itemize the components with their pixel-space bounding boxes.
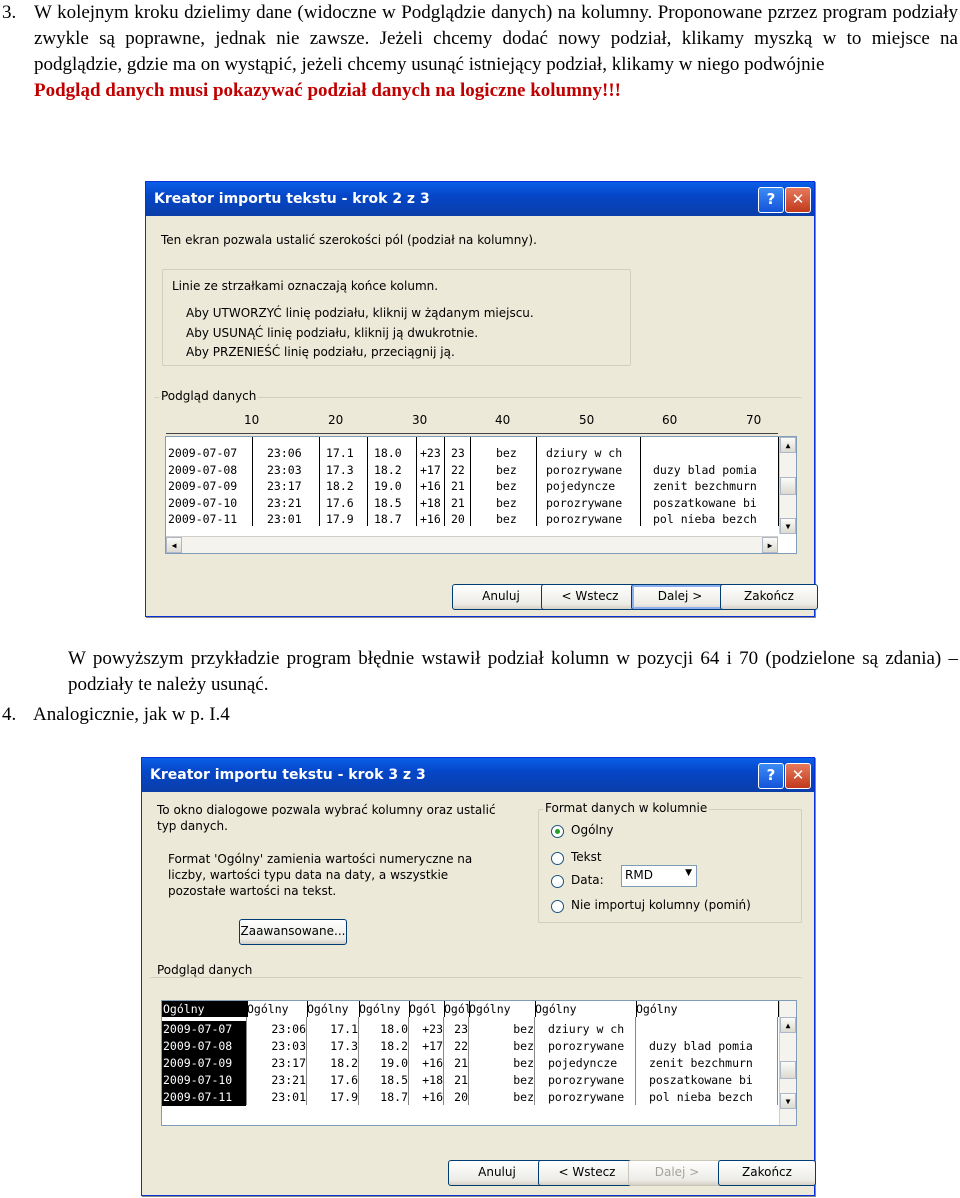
preview-cell: 2009-07-09 xyxy=(168,479,238,493)
scroll-up-icon[interactable]: ▲ xyxy=(780,437,796,453)
preview-cell: 17.1 xyxy=(330,1022,358,1036)
column-separator xyxy=(408,1017,409,1105)
column-split-line[interactable] xyxy=(319,436,320,526)
preview-cell: pol nieba bezch xyxy=(653,512,757,526)
preview-cell: 23:01 xyxy=(271,1090,306,1104)
radio-skip[interactable] xyxy=(551,900,564,913)
vertical-scrollbar[interactable] xyxy=(779,437,796,534)
preview-cell: +18 xyxy=(422,1073,443,1087)
close-icon[interactable]: ✕ xyxy=(785,187,811,213)
preview-cell: 2009-07-10 xyxy=(168,495,238,510)
cancel-button[interactable]: Anuluj xyxy=(452,584,550,610)
column-split-line[interactable] xyxy=(367,436,368,526)
preview-cell: 23:03 xyxy=(267,462,302,477)
scroll-thumb[interactable] xyxy=(780,1061,796,1079)
preview-cell: porozrywane xyxy=(548,1073,625,1087)
column-separator xyxy=(246,1017,247,1105)
dialog-title: Kreator importu tekstu - krok 2 z 3 xyxy=(154,191,430,207)
paragraph-4-text: Analogicznie, jak w p. I.4 xyxy=(33,704,230,725)
column-split-line[interactable] xyxy=(444,436,445,526)
preview-cell: porozrywane xyxy=(546,495,623,510)
ruler-tick-10: 10 xyxy=(244,413,260,427)
ruler-tick-60: 60 xyxy=(662,413,678,427)
radio-date-label[interactable]: Data: xyxy=(571,873,604,887)
paragraph-3 xyxy=(0,0,960,104)
preview-cell: pojedyncze xyxy=(548,1056,618,1070)
radio-date[interactable] xyxy=(551,875,564,888)
title-bar xyxy=(142,758,814,792)
scroll-down-icon[interactable]: ▼ xyxy=(780,518,796,534)
paragraph-3-highlight: Podgląd danych musi pokazywać podział danych na logiczne kolumny!!! xyxy=(34,80,621,101)
preview-cell: 18.2 xyxy=(326,479,354,493)
preview-cell: 23 xyxy=(451,446,465,460)
preview-cell: 18.2 xyxy=(330,1056,358,1070)
preview-cell: 23:17 xyxy=(267,479,302,493)
preview-cell: bez xyxy=(513,1056,534,1070)
column-split-line[interactable] xyxy=(416,436,417,526)
dialog-description: To okno dialogowe pozwala wybrać kolumny oraz ustalić typ danych. xyxy=(157,803,496,833)
date-format-value: RMD xyxy=(625,868,653,882)
preview-cell: bez xyxy=(513,1090,534,1104)
preview-cell: 23 xyxy=(454,1022,468,1036)
column-header[interactable]: Ogólny xyxy=(635,1001,779,1017)
preview-cell: 18.5 xyxy=(380,1073,408,1087)
preview-cell: porozrywane xyxy=(548,1039,625,1053)
split-arrow-icon[interactable] xyxy=(466,436,474,437)
preview-cell: 22 xyxy=(451,462,465,477)
preview-cell: 21 xyxy=(451,479,465,493)
scroll-left-icon[interactable]: ◀ xyxy=(166,537,182,553)
split-arrow-icon[interactable] xyxy=(363,436,371,437)
horizontal-scrollbar[interactable] xyxy=(166,536,778,553)
column-header[interactable]: Ogólny xyxy=(534,1001,637,1017)
preview-cell: bez xyxy=(496,479,517,493)
preview-cell: 23:17 xyxy=(271,1056,306,1070)
info-title: Linie ze strzałkami oznaczają końce kolumn. xyxy=(172,279,439,293)
column-separator xyxy=(468,1017,469,1105)
column-split-line[interactable] xyxy=(536,436,537,526)
preview-cell: 18.0 xyxy=(374,446,402,460)
info-line-delete: Aby USUNĄĆ linię podziału, kliknij ją dwukrotnie. xyxy=(186,326,479,340)
radio-text[interactable] xyxy=(551,852,564,865)
column-ruler[interactable] xyxy=(166,411,778,434)
preview-cell: 21 xyxy=(454,1056,468,1070)
radio-text-label[interactable]: Tekst xyxy=(571,850,602,864)
preview-cell: bez xyxy=(513,1022,534,1036)
column-separator xyxy=(777,1017,778,1105)
column-split-line[interactable] xyxy=(252,436,253,526)
preview-cell: porozrywane xyxy=(548,1090,625,1104)
split-arrow-icon[interactable] xyxy=(412,436,420,437)
preview-cell: bez xyxy=(513,1039,534,1053)
column-separator xyxy=(534,1017,535,1105)
format-group xyxy=(538,809,802,923)
preview-cell: bez xyxy=(496,512,517,526)
split-arrow-icon[interactable] xyxy=(440,436,448,437)
preview-cell: 17.3 xyxy=(330,1039,358,1053)
paragraph-number: 3. xyxy=(2,2,17,23)
radio-general[interactable] xyxy=(551,825,564,838)
info-line-move: Aby PRZENIEŚĆ linię podziału, przeciągnij ją. xyxy=(186,345,455,359)
preview-cell: 23:06 xyxy=(267,446,302,460)
ruler-tick-70: 70 xyxy=(746,413,762,427)
column-separator xyxy=(358,1017,359,1105)
column-header[interactable]: Ogólny xyxy=(468,1001,536,1017)
column-separator xyxy=(306,1017,307,1105)
split-arrow-icon[interactable] xyxy=(532,436,540,437)
scroll-down-icon[interactable]: ▼ xyxy=(780,1093,796,1109)
preview-cell: dziury w ch xyxy=(548,1022,625,1036)
preview-cell: +16 xyxy=(420,512,441,526)
preview-cell: zenit bezchmurn xyxy=(649,1056,753,1070)
close-icon[interactable]: ✕ xyxy=(785,763,811,789)
preview-cell: 17.6 xyxy=(326,495,354,510)
preview-cell: +16 xyxy=(420,479,441,493)
preview-cell: 19.0 xyxy=(380,1056,408,1070)
column-header[interactable]: Ogólny xyxy=(358,1001,410,1017)
scroll-right-icon[interactable]: ▶ xyxy=(762,537,778,553)
preview-cell: 2009-07-08 xyxy=(162,1038,246,1055)
preview-cell: 17.6 xyxy=(330,1073,358,1087)
preview-cell: +18 xyxy=(420,495,441,510)
preview-cell: 2009-07-08 xyxy=(168,462,238,477)
column-header[interactable]: Ogólny xyxy=(162,1001,248,1017)
dialog-description: Ten ekran pozwala ustalić szerokości pól (podział na kolumny). xyxy=(161,233,537,247)
preview-cell: poszatkowane bi xyxy=(649,1073,753,1087)
preview-label: Podgląd danych xyxy=(157,963,253,977)
column-header[interactable]: Ogólny xyxy=(306,1001,360,1017)
info-box xyxy=(162,269,631,366)
format-group-label: Format danych w kolumnie xyxy=(545,801,708,815)
radio-general-label[interactable]: Ogólny xyxy=(571,823,614,837)
preview-cell: 19.0 xyxy=(374,479,402,493)
preview-cell: 2009-07-09 xyxy=(162,1055,246,1072)
dialog-title: Kreator importu tekstu - krok 3 z 3 xyxy=(150,767,426,783)
date-format-select[interactable] xyxy=(621,865,697,887)
preview-cell: 23:21 xyxy=(271,1073,306,1087)
title-bar xyxy=(146,182,814,216)
preview-cell: 18.2 xyxy=(380,1039,408,1053)
preview-cell: duzy blad pomia xyxy=(653,462,757,477)
next-button[interactable]: Dalej > xyxy=(631,584,729,610)
preview-cell: 18.2 xyxy=(374,462,402,477)
preview-label: Podgląd danych xyxy=(161,389,257,403)
preview-cell: 23:01 xyxy=(267,512,302,526)
preview-cell: zenit bezchmurn xyxy=(653,479,757,493)
finish-button[interactable]: Zakończ xyxy=(718,1160,816,1186)
vertical-scrollbar[interactable] xyxy=(779,1001,796,1125)
preview-cell: 18.0 xyxy=(380,1022,408,1036)
preview-cell: 2009-07-10 xyxy=(162,1072,246,1089)
preview-cell: bez xyxy=(496,446,517,460)
ruler-tick-20: 20 xyxy=(328,413,344,427)
preview-cell: +16 xyxy=(422,1056,443,1070)
preview-cell: 18.7 xyxy=(374,512,402,526)
preview-cell: +16 xyxy=(422,1090,443,1104)
preview-cell: bez xyxy=(513,1073,534,1087)
preview-cell: duzy blad pomia xyxy=(649,1039,753,1053)
preview-cell: +17 xyxy=(422,1039,443,1053)
preview-cell: 21 xyxy=(451,495,465,510)
preview-cell: pojedyncze xyxy=(546,479,616,493)
scroll-up-icon[interactable]: ▲ xyxy=(780,1017,796,1033)
data-preview[interactable] xyxy=(165,436,797,554)
split-arrow-icon[interactable] xyxy=(248,436,256,437)
preview-cell: 23:03 xyxy=(271,1039,306,1053)
column-separator xyxy=(635,1017,636,1105)
preview-cell: 17.3 xyxy=(326,462,354,477)
split-arrow-icon[interactable] xyxy=(636,436,644,437)
preview-cell: +17 xyxy=(420,462,441,477)
split-arrow-icon[interactable] xyxy=(315,436,323,437)
preview-cell: 20 xyxy=(451,512,465,526)
help-icon[interactable]: ? xyxy=(758,187,784,213)
preview-cell: 21 xyxy=(454,1073,468,1087)
general-format-info: Format 'Ogólny' zamienia wartości numeryczne na liczby, wartości typu data na daty, a wszystkie pozostałe wartości na tekst. xyxy=(168,852,473,898)
help-icon[interactable]: ? xyxy=(758,763,784,789)
note-paragraph: W powyższym przykładzie program błędnie wstawił podział kolumn w pozycji 64 i 70 (podzielone są zdania) – podziały te należy usunąć. xyxy=(68,648,958,695)
paragraph-4 xyxy=(2,702,230,728)
preview-cell: 2009-07-11 xyxy=(162,1089,246,1106)
preview-cell: 20 xyxy=(454,1090,468,1104)
ruler-tick-50: 50 xyxy=(579,413,595,427)
import-wizard-step2-dialog xyxy=(145,181,815,617)
preview-cell: 18.5 xyxy=(374,495,402,510)
data-preview[interactable] xyxy=(161,1000,797,1126)
back-button[interactable]: < Wstecz xyxy=(541,584,639,610)
preview-cell: porozrywane xyxy=(546,462,623,477)
radio-skip-label[interactable]: Nie importuj kolumny (pomiń) xyxy=(571,898,751,912)
preview-cell: 2009-07-07 xyxy=(162,1021,246,1038)
next-button[interactable]: Dalej > xyxy=(628,1160,726,1186)
info-line-create: Aby UTWORZYĆ linię podziału, kliknij w żądanym miejscu. xyxy=(186,306,534,320)
preview-cell: 17.1 xyxy=(326,446,354,460)
column-header[interactable]: Ogólny xyxy=(246,1001,308,1017)
column-header[interactable]: Ogól xyxy=(444,1002,472,1016)
preview-cell: 18.7 xyxy=(380,1090,408,1104)
column-split-line[interactable] xyxy=(640,436,641,526)
column-split-line[interactable] xyxy=(470,436,471,526)
preview-cell: dziury w ch xyxy=(546,446,623,460)
chevron-down-icon[interactable]: ▼ xyxy=(685,868,692,878)
preview-cell: bez xyxy=(496,462,517,477)
preview-cell: 23:21 xyxy=(267,495,302,510)
preview-cell: pol nieba bezch xyxy=(649,1090,753,1104)
finish-button[interactable]: Zakończ xyxy=(720,584,818,610)
preview-cell: 17.9 xyxy=(330,1090,358,1104)
preview-cell: 2009-07-07 xyxy=(168,446,238,460)
advanced-button[interactable]: Zaawansowane... xyxy=(239,919,347,945)
preview-cell: +23 xyxy=(422,1022,443,1036)
column-separator xyxy=(443,1017,444,1105)
column-header[interactable]: Ogól xyxy=(408,1001,445,1017)
preview-cell: 23:06 xyxy=(271,1022,306,1036)
import-wizard-step3-dialog xyxy=(141,757,815,1196)
paragraph-number: 4. xyxy=(2,704,17,725)
preview-cell: 22 xyxy=(454,1039,468,1053)
preview-cell: 17.9 xyxy=(326,512,354,526)
scroll-thumb[interactable] xyxy=(780,477,796,495)
preview-cell xyxy=(635,1021,777,1038)
cancel-button[interactable]: Anuluj xyxy=(448,1160,546,1186)
paragraph-3-text: W kolejnym kroku dzielimy dane (widoczne w Podglądzie danych) na kolumny. Proponowane pzrzez program podziały zwykle są poprawne, jednak nie zawsze. Jeżeli chcemy dodać nowy podział, klikamy myszką w to miejsce na podglądzie, gdzie ma on wystąpić, jeżeli chcemy usunąć istniejący podział, klikamy w niego podwójnie xyxy=(34,2,958,75)
preview-cell: poszatkowane bi xyxy=(653,495,757,510)
preview-cell: bez xyxy=(496,495,517,510)
ruler-tick-30: 30 xyxy=(412,413,428,427)
preview-cell: porozrywane xyxy=(546,512,623,526)
back-button[interactable]: < Wstecz xyxy=(538,1160,636,1186)
ruler-tick-40: 40 xyxy=(495,413,511,427)
preview-cell: 2009-07-11 xyxy=(168,512,238,526)
preview-cell: +23 xyxy=(420,446,441,460)
